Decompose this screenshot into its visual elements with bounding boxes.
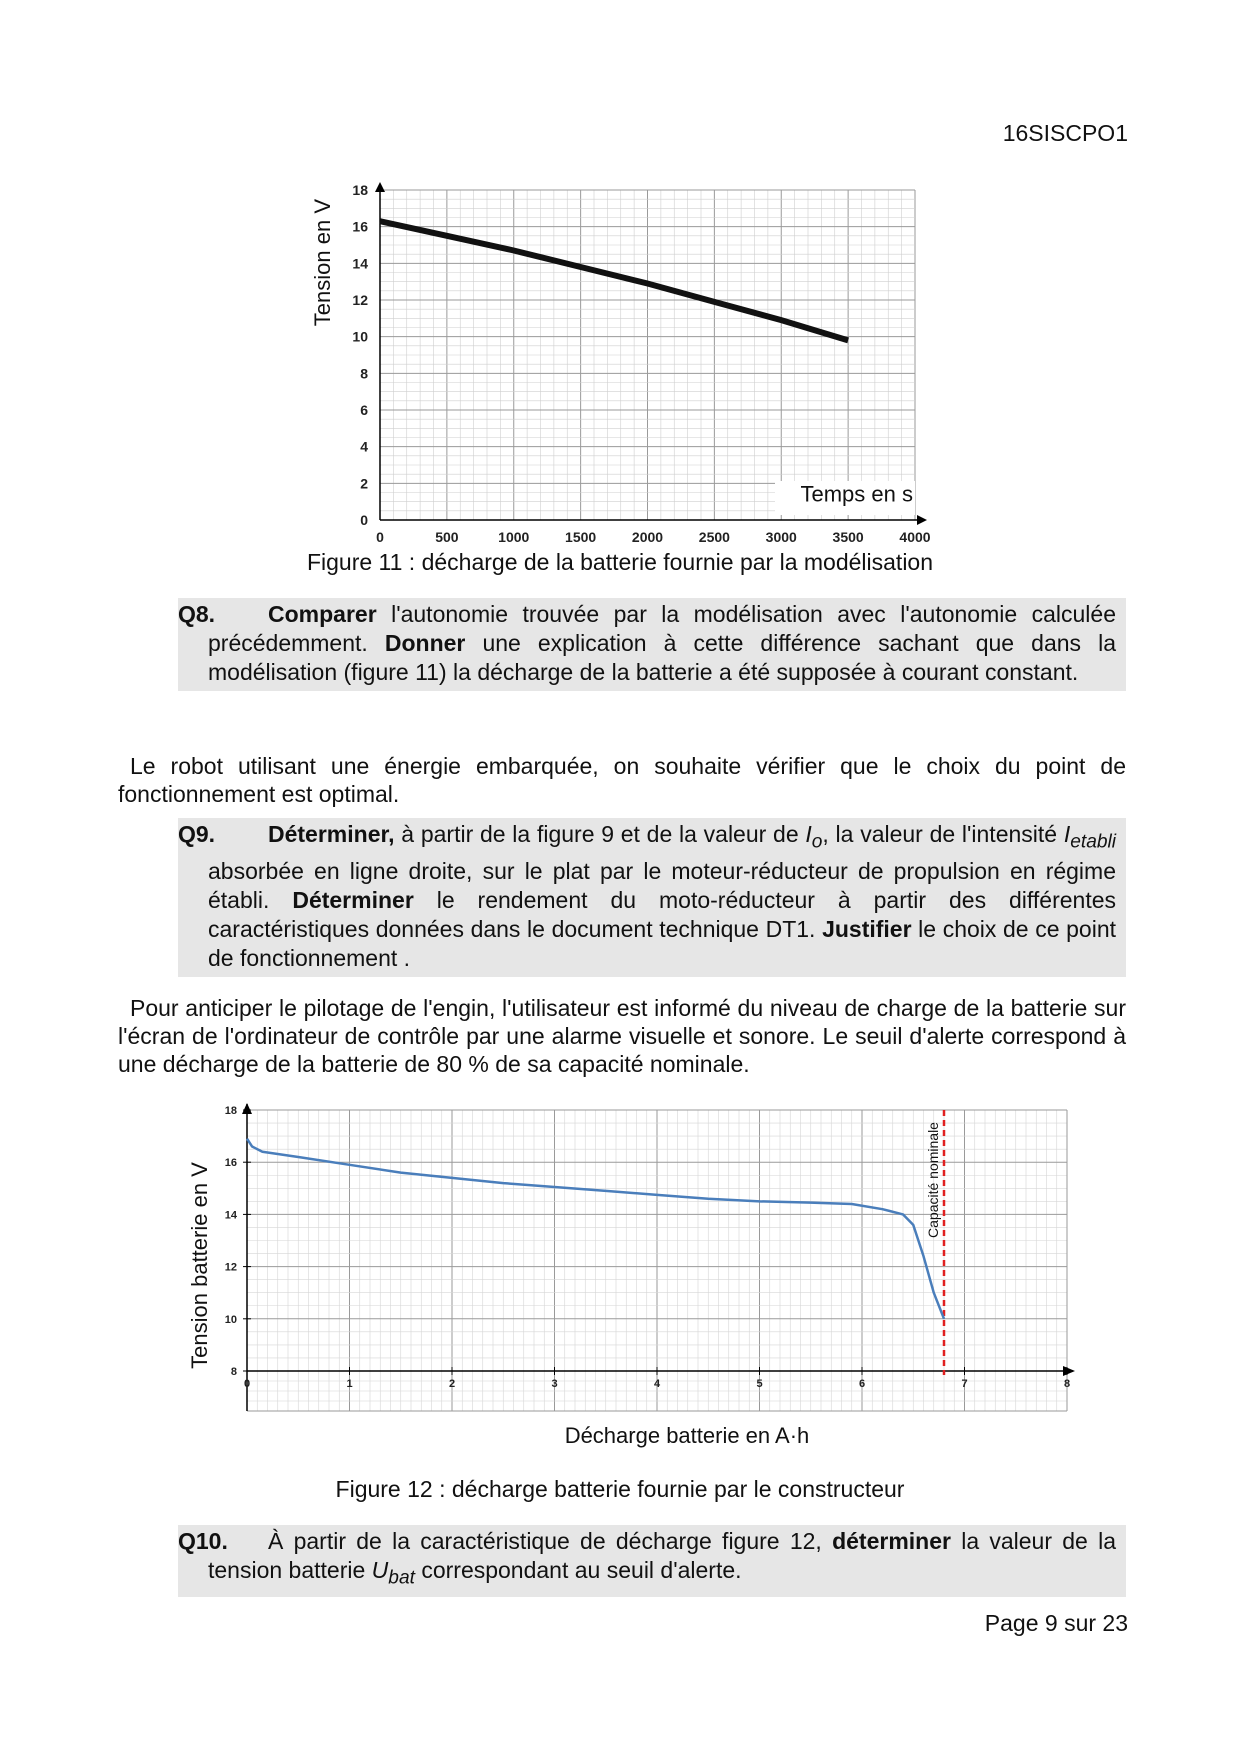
question-text: la valeur de la tension batterie [208, 1528, 1116, 1583]
series-line [380, 221, 848, 340]
question-text: à partir de la figure 9 et de la valeur de [394, 821, 806, 847]
x-tick-label: 1000 [498, 529, 530, 545]
question-text: le choix de ce point de fonctionnement . [208, 915, 1117, 971]
y-tick-label: 8 [230, 1366, 237, 1378]
y-tick-label: 18 [224, 1105, 237, 1117]
x-tick-label: 3000 [765, 529, 797, 545]
page-number: Page 9 sur 23 [984, 1610, 1128, 1636]
document-code: 16SISCPO1 [1002, 120, 1128, 146]
x-axis-label: Temps en s [800, 481, 913, 507]
question-number: Q8. [178, 601, 216, 627]
x-tick-label: 0 [243, 1378, 251, 1390]
figure-11-caption: Figure 11 : décharge de la batterie fournie par la modélisation [306, 549, 934, 575]
figure-12-caption: Figure 12 : décharge batterie fournie par le constructeur [335, 1476, 905, 1502]
y-tick-label: 4 [360, 438, 368, 455]
question-text: À partir de la caractéristique de décharge figure 12, [268, 1528, 833, 1554]
x-tick-label: 3500 [832, 529, 864, 545]
question-text: absorbée en ligne droite, sur le plat par le moteur-réducteur de propulsion en régime établi. [208, 857, 1116, 913]
x-axis-arrow [917, 515, 927, 525]
x-tick-label: 0 [376, 529, 384, 545]
variable-ietabli: I [1063, 821, 1071, 847]
variable-io: I [805, 821, 812, 847]
action-verb: Déterminer, [268, 821, 395, 847]
x-tick-label: 6 [858, 1378, 866, 1390]
y-tick-label: 12 [352, 292, 368, 308]
question-text: correspondant au seuil d'alerte. [414, 1557, 742, 1583]
variable-ubat: U [371, 1557, 389, 1583]
x-tick-label: 4000 [899, 529, 931, 545]
y-tick-label: 16 [224, 1157, 237, 1170]
y-axis-arrow [242, 1103, 252, 1114]
variable-subscript: bat [388, 1567, 415, 1589]
y-tick-label: 14 [352, 255, 368, 272]
question-q9 [178, 818, 1126, 977]
x-tick-label: 4 [653, 1378, 661, 1390]
x-tick-label: 7 [961, 1378, 968, 1390]
y-tick-label: 16 [352, 218, 368, 235]
figure-12-chart [165, 1095, 1080, 1455]
question-number: Q10. [178, 1528, 228, 1554]
x-tick-label: 500 [435, 529, 459, 545]
action-verb: Comparer [268, 601, 377, 627]
y-tick-label: 6 [360, 402, 368, 418]
figure-11-chart [300, 180, 940, 560]
action-verb: Justifier [822, 915, 912, 942]
y-axis-label: Tension en V [310, 198, 335, 327]
question-number: Q9. [178, 821, 216, 847]
question-q8 [178, 598, 1126, 691]
paragraph-alert-threshold: Pour anticiper le pilotage de l'engin, l'utilisateur est informé du niveau de charge de la batterie sur l'écran de l'ordinateur de contrôle par une alarme visuelle et sonore. Le seuil d'alerte correspond à une décharge de la batterie de 80 % de sa capacité nominale. [118, 995, 1126, 1077]
variable-subscript: o [811, 831, 823, 853]
question-q10 [178, 1525, 1126, 1597]
x-tick-label: 2000 [631, 529, 664, 545]
y-tick-label: 10 [352, 328, 368, 345]
y-tick-label: 10 [224, 1313, 237, 1326]
variable-subscript: etabli [1070, 831, 1117, 853]
question-text: le rendement du moto-réducteur à partir des différentes caractéristiques données dans le document technique DT1. [208, 886, 1117, 942]
y-axis-arrow [375, 182, 385, 192]
x-tick-label: 3 [551, 1378, 558, 1390]
y-tick-label: 18 [352, 182, 368, 198]
y-tick-label: 0 [360, 512, 368, 528]
x-tick-label: 2 [448, 1378, 456, 1390]
action-verb: déterminer [832, 1528, 951, 1554]
x-axis-label: Décharge batterie en A·h [564, 1423, 810, 1448]
y-tick-label: 2 [360, 475, 368, 492]
paragraph-intro-q9: Le robot utilisant une énergie embarquée, on souhaite vérifier que le choix du point de fonctionnement est optimal. [118, 753, 1126, 807]
action-verb: Déterminer [292, 886, 414, 913]
question-text: , la valeur de l'intensité [822, 821, 1064, 847]
x-tick-label: 1500 [565, 529, 597, 545]
y-tick-label: 12 [224, 1261, 237, 1274]
nominal-capacity-label: Capacité nominale [925, 1122, 941, 1238]
x-tick-label: 5 [756, 1378, 763, 1390]
y-tick-label: 8 [360, 365, 368, 382]
action-verb: Donner [384, 630, 466, 656]
y-tick-label: 14 [224, 1209, 237, 1222]
x-axis-arrow [1063, 1366, 1075, 1376]
y-axis-label: Tension batterie en V [187, 1162, 212, 1369]
question-text: une explication à cette différence sachant que dans la modélisation (figure 11) la décharge de la batterie a été supposée à courant constant. [208, 630, 1116, 685]
x-tick-label: 2500 [698, 529, 730, 545]
question-text: l'autonomie trouvée par la modélisation avec l'autonomie calculée précédemment. [208, 601, 1116, 656]
x-tick-label: 8 [1063, 1378, 1071, 1390]
x-tick-label: 1 [346, 1378, 353, 1390]
